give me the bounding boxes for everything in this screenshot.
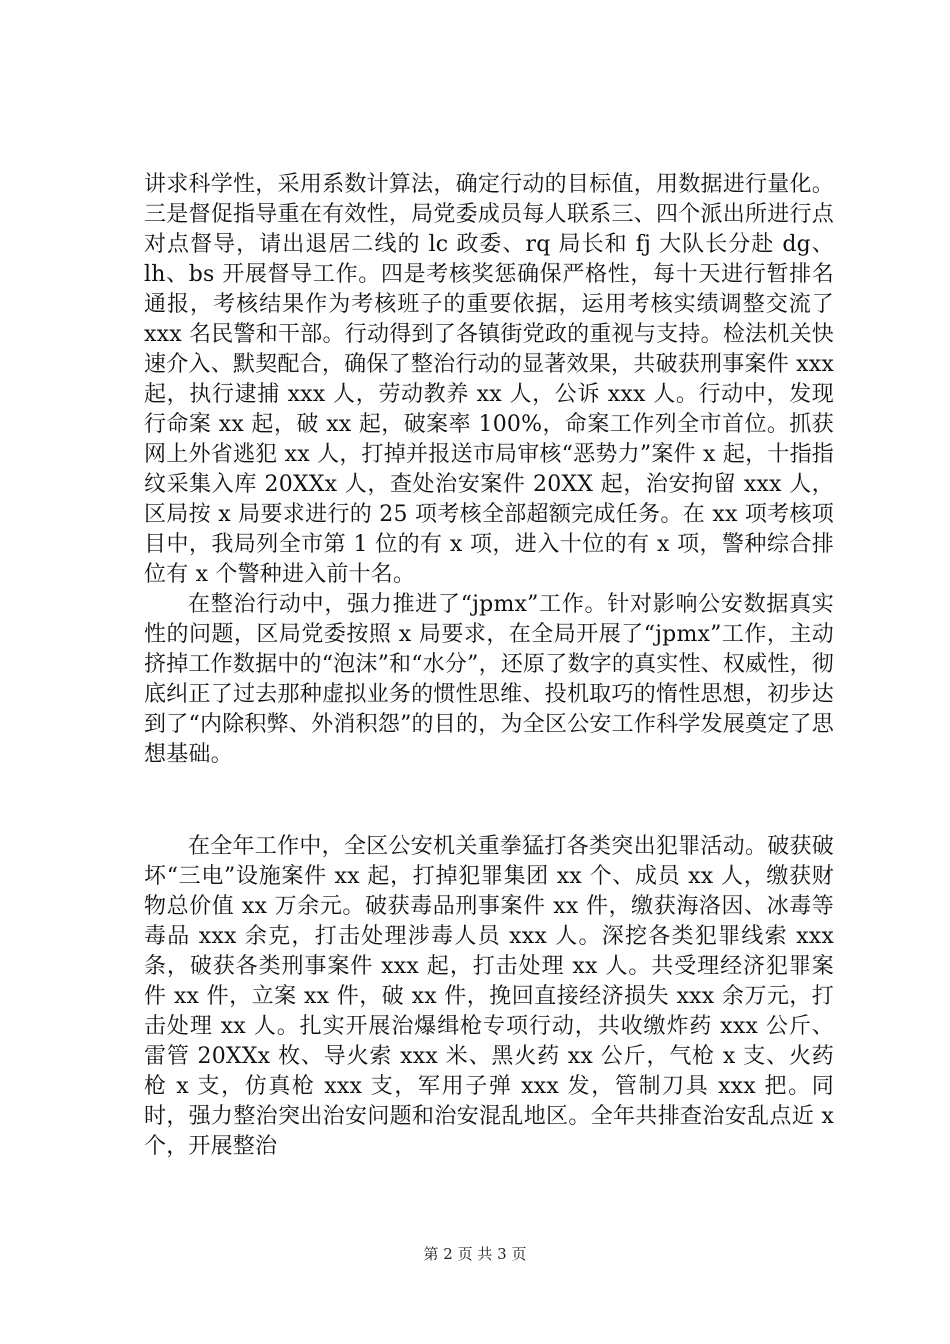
paragraph-gap xyxy=(144,770,834,832)
paragraph-2: 在整治行动中，强力推进了“jpmx”工作。针对影响公安数据真实性的问题，区局党委按照 x 局要求，在全局开展了“jpmx”工作，主动挤掉工作数据中的“泡沫”和“水分”，还原了数字的真实性、权威性，彻底纠正了过去那种虚拟业务的惯性思维、投机取巧的惰性思想，初步达到了“内除积弊、外消积怨”的目的，为全区公安工作科学发展奠定了思想基础。 xyxy=(144,592,834,767)
page-footer: 第 2 页 共 3 页 xyxy=(423,1245,527,1263)
document-body xyxy=(144,170,834,1162)
paragraph-3: 在全年工作中，全区公安机关重拳猛打各类突出犯罪活动。破获破坏“三电”设施案件 xx 起，打掉犯罪集团 xx 个、成员 xx 人，缴获财物总价值 xx 万余元。破获毒品刑事案件 xx 件，缴获海洛因、冰毒等毒品 xxx 余克，打击处理涉毒人员 xxx 人。深挖各类犯罪线索 xxx 条，破获各类刑事案件 xxx 起，打击处理 xx 人。共受理经济犯罪案件 xx 件，立案 xx 件，破 xx 件，挽回直接经济损失 xxx 余万元，打击处理 xx 人。扎实开展治爆缉枪专项行动，共收缴炸药 xxx 公斤、雷管 20XXx 枚、导火索 xxx 米、黑火药 xx 公斤，气枪 x 支、火药枪 x 支，仿真枪 xxx 支，军用子弹 xxx 发，管制刀具 xxx 把。同时，强力整治突出治安问题和治安混乱地区。全年共排查治安乱点近 x 个，开展整治 xyxy=(144,834,834,1159)
paragraph-1: 讲求科学性，采用系数计算法，确定行动的目标值，用数据进行量化。三是督促指导重在有效性，局党委成员每人联系三、四个派出所进行点对点督导，请出退居二线的 lc 政委、rq 局长和 fj 大队长分赴 dg、lh、bs 开展督导工作。四是考核奖惩确保严格性，每十天进行暂排名通报，考核结果作为考核班子的重要依据，运用考核实绩调整交流了 xxx 名民警和干部。行动得到了各镇街党政的重视与支持。检法机关快速介入、默契配合，确保了整治行动的显著效果，共破获刑事案件 xxx 起，执行逮捕 xxx 人，劳动教养 xx 人，公诉 xxx 人。行动中，发现行命案 xx 起，破 xx 起，破案率 100%，命案工作列全市首位。抓获网上外省逃犯 xx 人，打掉并报送市局审核“恶势力”案件 x 起，十指指纹采集入库 20XXx 人，查处治安案件 20XX 起，治安拘留 xxx 人，区局按 x 局要求进行的 25 项考核全部超额完成任务。在 xx 项考核项目中，我局列全市第 1 位的有 x 项，进入十位的有 x 项，警种综合排位有 x 个警种进入前十名。 xyxy=(144,172,834,587)
